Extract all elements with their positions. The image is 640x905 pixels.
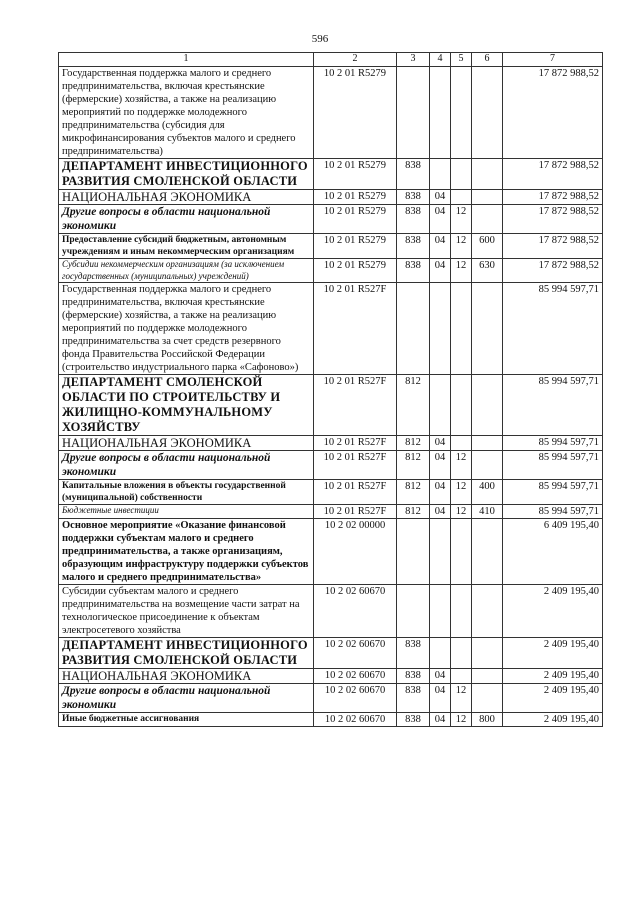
- row-code: 10 2 01 R527F: [314, 375, 397, 436]
- row-col5: [451, 519, 472, 585]
- row-col4: 04: [430, 669, 451, 684]
- row-amount: 17 872 988,52: [503, 259, 603, 283]
- row-col4: 04: [430, 713, 451, 727]
- table-row: [59, 519, 603, 585]
- row-col5: 12: [451, 713, 472, 727]
- row-col3: 838: [397, 234, 430, 259]
- row-name: Капитальные вложения в объекты государственной (муниципальной) собственности: [59, 480, 314, 505]
- column-header-7: 7: [503, 53, 603, 67]
- row-name: Государственная поддержка малого и среднего предпринимательства, включая крестьянские (фермерские) хозяйства, а также на реализацию мероприятий по поддержке молодежного предпринимательства (субсидия для микрофинансирования субъектов малого и среднего предпринимательства): [59, 67, 314, 159]
- column-header-2: 2: [314, 53, 397, 67]
- row-code: 10 2 02 60670: [314, 638, 397, 669]
- column-header-1: 1: [59, 53, 314, 67]
- row-code: 10 2 01 R527F: [314, 480, 397, 505]
- row-col3: 838: [397, 684, 430, 713]
- row-col5: 12: [451, 205, 472, 234]
- row-amount: 2 409 195,40: [503, 638, 603, 669]
- row-name: НАЦИОНАЛЬНАЯ ЭКОНОМИКА: [59, 190, 314, 205]
- row-col3: [397, 519, 430, 585]
- row-col5: 12: [451, 480, 472, 505]
- table-row: [59, 713, 603, 727]
- row-col6: [472, 205, 503, 234]
- table-row: [59, 436, 603, 451]
- table-row: [59, 205, 603, 234]
- row-name: НАЦИОНАЛЬНАЯ ЭКОНОМИКА: [59, 436, 314, 451]
- row-code: 10 2 01 R5279: [314, 259, 397, 283]
- row-col4: 04: [430, 451, 451, 480]
- row-col6: 800: [472, 713, 503, 727]
- row-col5: [451, 638, 472, 669]
- row-name: ДЕПАРТАМЕНТ ИНВЕСТИЦИОННОГО РАЗВИТИЯ СМОЛЕНСКОЙ ОБЛАСТИ: [59, 159, 314, 190]
- row-col6: 410: [472, 505, 503, 519]
- row-col5: [451, 283, 472, 375]
- row-amount: 17 872 988,52: [503, 190, 603, 205]
- column-header-4: 4: [430, 53, 451, 67]
- row-col5: [451, 67, 472, 159]
- row-col3: 838: [397, 713, 430, 727]
- row-name: Государственная поддержка малого и среднего предпринимательства, включая крестьянские (фермерские) хозяйства, а также на реализацию мероприятий по поддержке молодежного предпринимательства за счет средств резервного фонда Правительства Российской Федерации (строительство индустриального парка «Сафоново»): [59, 283, 314, 375]
- row-col3: 838: [397, 669, 430, 684]
- table-row: [59, 375, 603, 436]
- row-col4: 04: [430, 480, 451, 505]
- row-code: 10 2 02 60670: [314, 669, 397, 684]
- row-col5: 12: [451, 259, 472, 283]
- row-name: Другие вопросы в области национальной экономики: [59, 205, 314, 234]
- row-amount: 2 409 195,40: [503, 585, 603, 638]
- table-row: [59, 451, 603, 480]
- table-row: [59, 669, 603, 684]
- table-row: [59, 190, 603, 205]
- header-row: [59, 53, 603, 67]
- row-amount: 85 994 597,71: [503, 283, 603, 375]
- table-row: [59, 585, 603, 638]
- table-body: [59, 67, 603, 727]
- row-name: ДЕПАРТАМЕНТ ИНВЕСТИЦИОННОГО РАЗВИТИЯ СМОЛЕНСКОЙ ОБЛАСТИ: [59, 638, 314, 669]
- row-code: 10 2 02 60670: [314, 713, 397, 727]
- row-name: Бюджетные инвестиции: [59, 505, 314, 519]
- row-code: 10 2 01 R5279: [314, 159, 397, 190]
- row-name: Предоставление субсидий бюджетным, автономным учреждениям и иным некоммерческим организациям: [59, 234, 314, 259]
- table-row: [59, 159, 603, 190]
- table-row: [59, 283, 603, 375]
- row-col6: [472, 451, 503, 480]
- row-name: НАЦИОНАЛЬНАЯ ЭКОНОМИКА: [59, 669, 314, 684]
- table-row: [59, 259, 603, 283]
- row-code: 10 2 01 R527F: [314, 283, 397, 375]
- table-row: [59, 234, 603, 259]
- table-row: [59, 684, 603, 713]
- row-code: 10 2 01 R5279: [314, 190, 397, 205]
- row-col5: 12: [451, 505, 472, 519]
- row-col4: 04: [430, 259, 451, 283]
- row-amount: 85 994 597,71: [503, 451, 603, 480]
- row-col4: [430, 283, 451, 375]
- row-col4: 04: [430, 436, 451, 451]
- row-code: 10 2 02 60670: [314, 684, 397, 713]
- row-col4: [430, 375, 451, 436]
- row-col5: 12: [451, 451, 472, 480]
- row-col4: [430, 159, 451, 190]
- row-amount: 2 409 195,40: [503, 713, 603, 727]
- row-col3: [397, 67, 430, 159]
- row-col6: [472, 436, 503, 451]
- row-col4: [430, 638, 451, 669]
- row-col6: [472, 159, 503, 190]
- row-col5: [451, 159, 472, 190]
- row-name: ДЕПАРТАМЕНТ СМОЛЕНСКОЙ ОБЛАСТИ ПО СТРОИТЕЛЬСТВУ И ЖИЛИЩНО-КОММУНАЛЬНОМУ ХОЗЯЙСТВУ: [59, 375, 314, 436]
- row-code: 10 2 01 R527F: [314, 436, 397, 451]
- row-col6: [472, 375, 503, 436]
- row-col6: [472, 684, 503, 713]
- row-amount: 6 409 195,40: [503, 519, 603, 585]
- row-col6: 600: [472, 234, 503, 259]
- table-row: [59, 480, 603, 505]
- row-col3: 812: [397, 451, 430, 480]
- row-col4: 04: [430, 190, 451, 205]
- row-col3: 838: [397, 190, 430, 205]
- table-row: [59, 505, 603, 519]
- row-name: Другие вопросы в области национальной экономики: [59, 451, 314, 480]
- row-amount: 17 872 988,52: [503, 234, 603, 259]
- row-amount: 85 994 597,71: [503, 375, 603, 436]
- row-col6: [472, 283, 503, 375]
- row-code: 10 2 02 60670: [314, 585, 397, 638]
- row-col6: [472, 585, 503, 638]
- page-number: 596: [311, 33, 329, 45]
- row-col4: 04: [430, 505, 451, 519]
- row-col6: [472, 67, 503, 159]
- row-col6: [472, 190, 503, 205]
- row-col6: 630: [472, 259, 503, 283]
- row-col5: [451, 585, 472, 638]
- row-amount: 17 872 988,52: [503, 159, 603, 190]
- row-amount: 17 872 988,52: [503, 67, 603, 159]
- row-col3: 812: [397, 505, 430, 519]
- row-name: Основное мероприятие «Оказание финансовой поддержки субъектам малого и среднего предпринимательства, а также организациям, образующим инфраструктуру поддержки субъектов малого и среднего предпринимательства»: [59, 519, 314, 585]
- row-col3: [397, 585, 430, 638]
- row-col4: [430, 519, 451, 585]
- row-col6: [472, 519, 503, 585]
- row-amount: 85 994 597,71: [503, 480, 603, 505]
- row-col3: 838: [397, 638, 430, 669]
- row-amount: 17 872 988,52: [503, 205, 603, 234]
- row-col6: [472, 669, 503, 684]
- row-code: 10 2 01 R527F: [314, 451, 397, 480]
- row-col5: [451, 375, 472, 436]
- row-name: Иные бюджетные ассигнования: [59, 713, 314, 727]
- row-col5: [451, 669, 472, 684]
- row-col3: 812: [397, 436, 430, 451]
- column-header-6: 6: [472, 53, 503, 67]
- row-col4: [430, 67, 451, 159]
- row-amount: 85 994 597,71: [503, 436, 603, 451]
- row-col4: 04: [430, 684, 451, 713]
- row-col5: 12: [451, 234, 472, 259]
- row-col5: [451, 190, 472, 205]
- row-col4: 04: [430, 234, 451, 259]
- row-amount: 85 994 597,71: [503, 505, 603, 519]
- row-code: 10 2 01 R527F: [314, 505, 397, 519]
- table-row: [59, 67, 603, 159]
- row-amount: 2 409 195,40: [503, 669, 603, 684]
- row-col5: [451, 436, 472, 451]
- row-col4: [430, 585, 451, 638]
- row-col5: 12: [451, 684, 472, 713]
- budget-table: [58, 52, 603, 727]
- row-code: 10 2 01 R5279: [314, 67, 397, 159]
- row-col3: [397, 283, 430, 375]
- column-header-3: 3: [397, 53, 430, 67]
- row-col3: 812: [397, 375, 430, 436]
- row-col3: 838: [397, 205, 430, 234]
- row-amount: 2 409 195,40: [503, 684, 603, 713]
- row-name: Другие вопросы в области национальной экономики: [59, 684, 314, 713]
- table-row: [59, 638, 603, 669]
- row-code: 10 2 01 R5279: [314, 234, 397, 259]
- row-code: 10 2 02 00000: [314, 519, 397, 585]
- row-col4: 04: [430, 205, 451, 234]
- row-col6: [472, 638, 503, 669]
- row-name: Субсидии субъектам малого и среднего предпринимательства на возмещение части затрат на технологическое присоединение к объектам электросетевого хозяйства: [59, 585, 314, 638]
- row-col3: 812: [397, 480, 430, 505]
- row-code: 10 2 01 R5279: [314, 205, 397, 234]
- row-name: Субсидии некоммерческим организациям (за исключением государственных (муниципальных) учреждений): [59, 259, 314, 283]
- row-col3: 838: [397, 159, 430, 190]
- row-col3: 838: [397, 259, 430, 283]
- column-header-5: 5: [451, 53, 472, 67]
- row-col6: 400: [472, 480, 503, 505]
